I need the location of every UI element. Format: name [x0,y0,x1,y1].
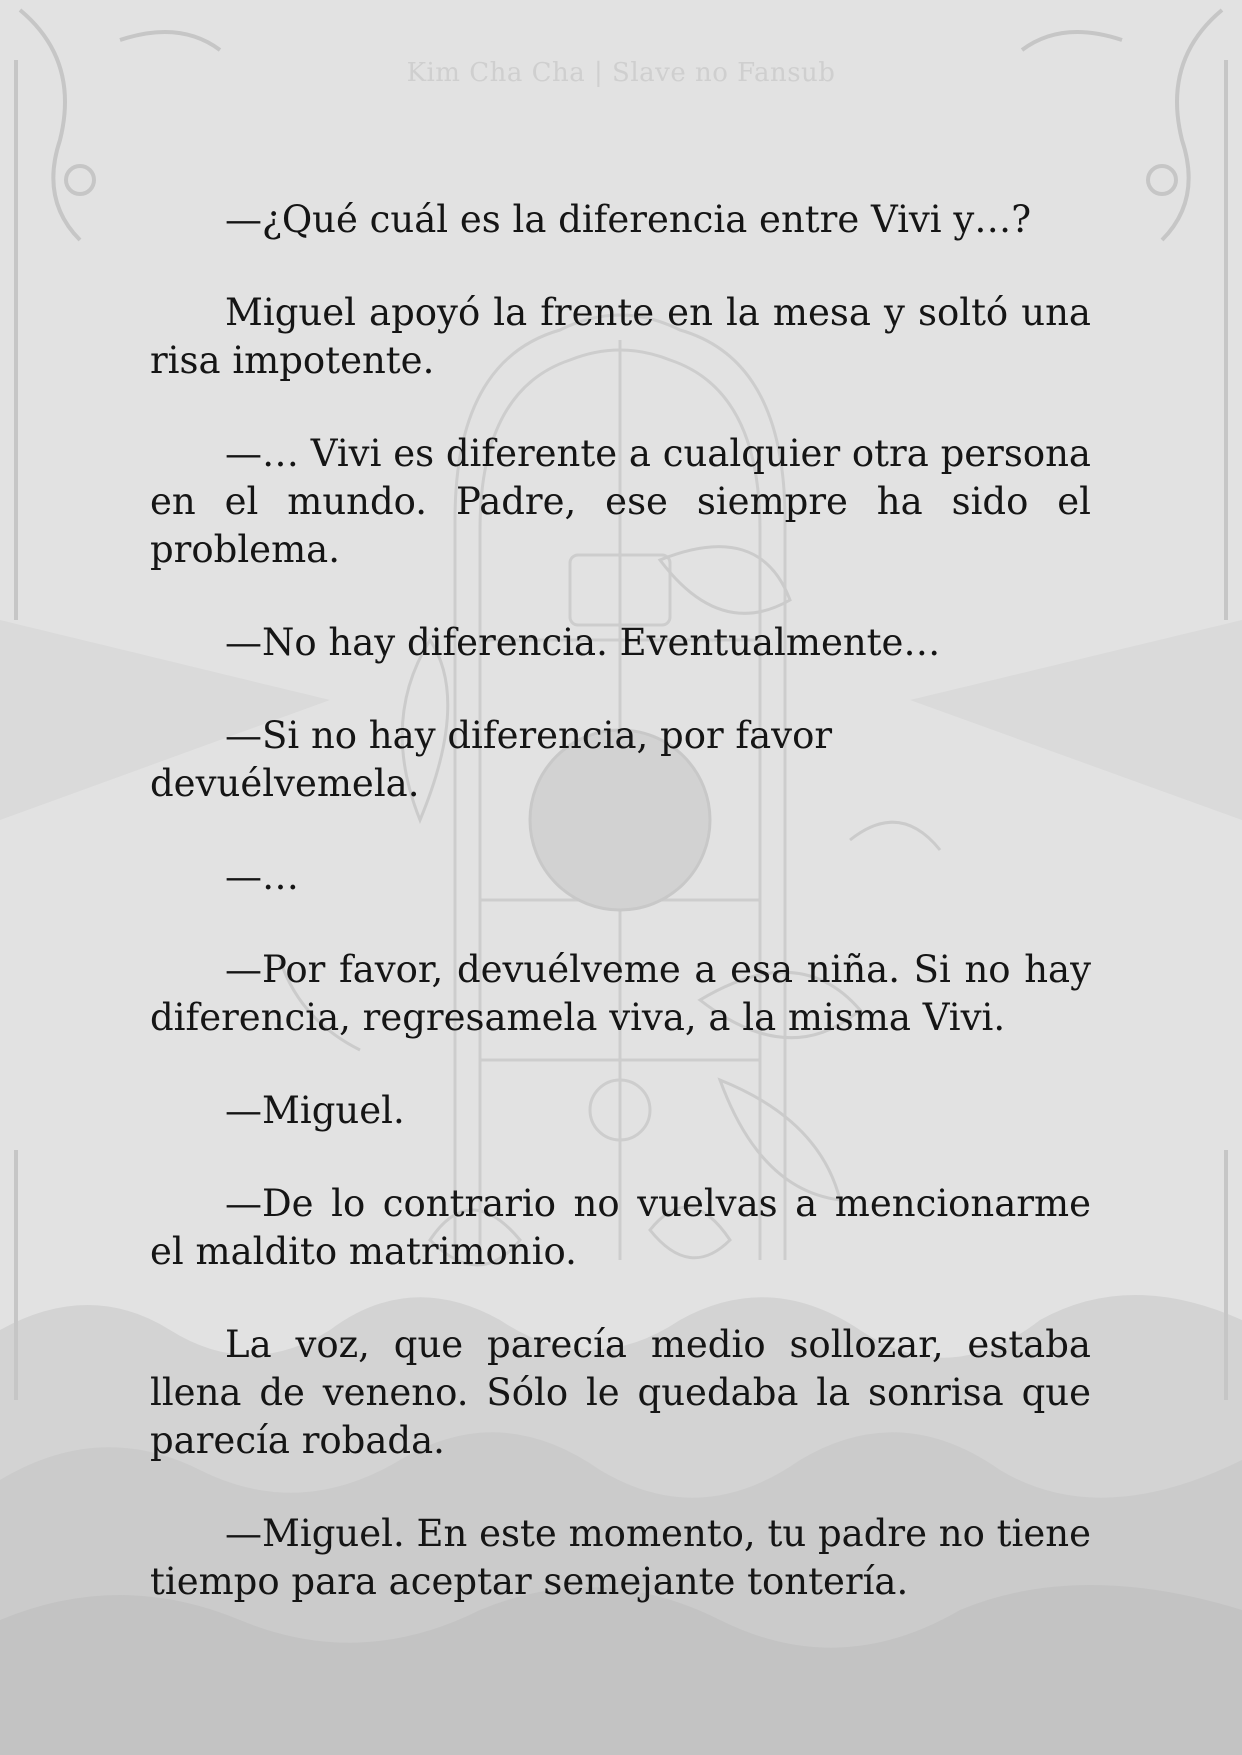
paragraph: —De lo contrario no vuelvas a mencionarme el maldito matrimonio. [150,1182,1091,1273]
paragraph: Miguel apoyó la frente en la mesa y soltó una risa impotente. [150,291,1091,382]
paragraph: —Miguel. [225,1089,405,1132]
paragraph: —¿Qué cuál es la diferencia entre Vivi y…? [225,198,1032,241]
paragraph: —Miguel. En este momento, tu padre no tiene tiempo para aceptar semejante tontería. [150,1512,1091,1603]
paragraph: —… [225,855,299,898]
paragraph: —No hay diferencia. Eventualmente… [225,621,941,664]
paragraph: La voz, que parecía medio sollozar, estaba llena de veneno. Sólo le quedaba la sonrisa que parecía robada. [150,1323,1091,1462]
paragraph: —… Vivi es diferente a cualquier otra persona en el mundo. Padre, ese siempre ha sido el problema. [150,432,1091,571]
paragraph: —Si no hay diferencia, por favor devuélvemela. [150,714,833,805]
watermark-header: Kim Cha Cha | Slave no Fansub [406,58,836,88]
paragraph: —Por favor, devuélveme a esa niña. Si no hay diferencia, regresamela viva, a la misma Vivi. [150,948,1091,1039]
body-text [150,196,1091,1651]
